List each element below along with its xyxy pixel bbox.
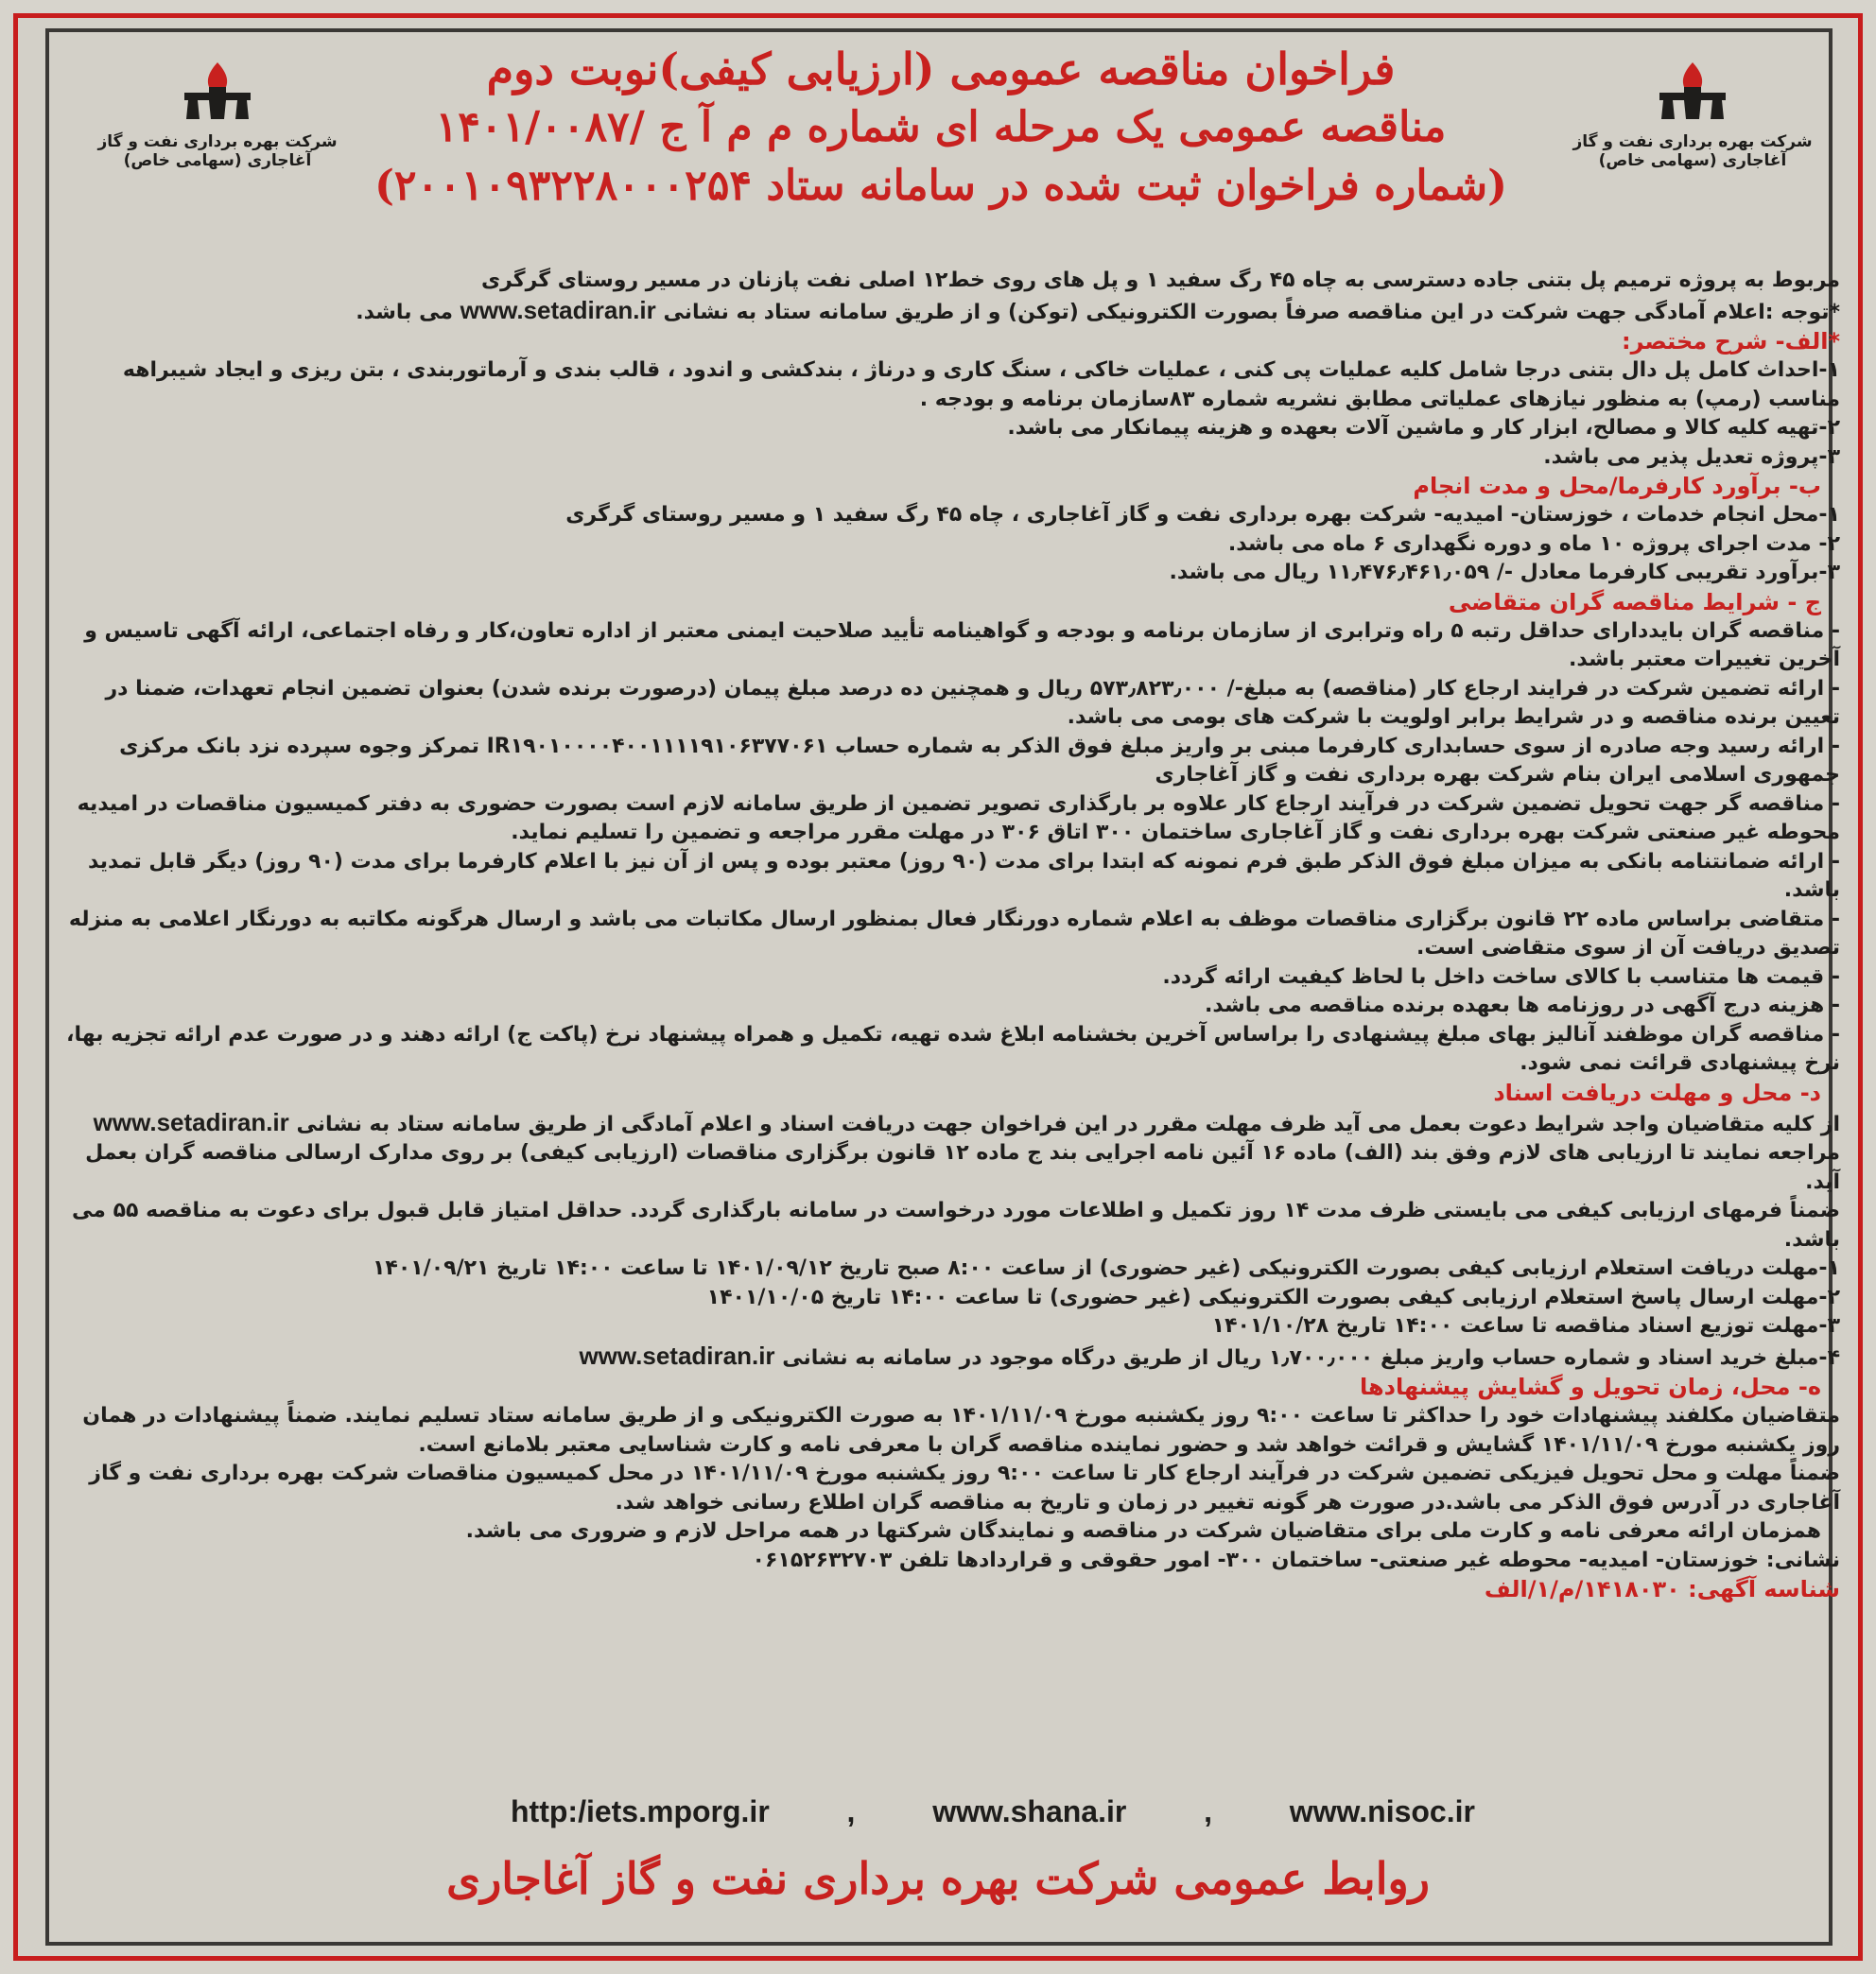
link-separator: , (1204, 1794, 1212, 1828)
registration-number: (شماره فراخوان ثبت شده در سامانه ستاد ۲۰۰۱۰۹۳۲۲۸۰۰۰۲۵۴) (374, 162, 1507, 210)
tender-number: مناقصه عمومی یک مرحله ای شماره م م آ ج /۱۴۰۱/۰۰۸۷ (435, 103, 1447, 151)
section-c-item: - ارائه رسید وجه صادره از سوی حسابداری کارفرما مبنی بر واریز مبلغ فوق الذکر به شماره حساب IR۱۹۰۱۰۰۰۰۴۰۰۱۱۱۱۹۱۰۶۳۷۷۰۶۱ تمرکز وجوه سپرده نزد بانک مرکزی جمهوری اسلامی ایران بنام شرکت بهره برداری نفت و گاز آغاجاری (119, 734, 1840, 787)
fee-text: ۴-مبلغ خرید اسناد و شماره حساب واریز مبلغ ۱٫۷۰۰٫۰۰۰ ریال از طریق درگاه موجود در سامانه به نشانی (782, 1345, 1840, 1370)
section-c-item: - ارائه ضمانتنامه بانکی به میزان مبلغ فوق الذکر طبق فرم نمونه که ابتدا برای مدت (۹۰ روز) معتبر بوده و پس از آن نیز با اعلام کارفرما برای مدت (۹۰ روز) دیگر قابل تمدید باشد. (88, 849, 1840, 902)
section-c-item: - هزینه درج آگهی در روزنامه ها بعهده برنده مناقصه می باشد. (1205, 994, 1840, 1017)
section-a-title: *الف- شرح مختصر: (1622, 328, 1840, 355)
section-b-item: ۲- مدت اجرای پروژه ۱۰ ماه و دوره نگهداری ۶ ماه می باشد. (1227, 531, 1840, 556)
section-c-item: - مناقصه گران بایددارای حداقل رتبه ۵ راه وترابری از سازمان برنامه و بودجه و گواهینامه تأیید صلاحیت ایمنی معتبر از اداره تعاون،کار و رفاه اجتماعی، ارائه آگهی تاسیس و آخرین تغییرات معتبر باشد. (84, 618, 1840, 671)
title-block (340, 40, 1541, 216)
section-e-para: ضمناً مهلت و محل تحویل فیزیکی تضمین شرکت در فرآیند ارجاع کار تا ساعت ۹:۰۰ روز یکشنبه مورخ ۱۴۰۱/۱۱/۰۹ در محل کمیسیون مناقصات شرکت بهره برداری نفت و گاز آغاجاری در آدرس فوق الذکر می باشد.در صورت هر گونه تغییر در زمان و تاریخ به مناقصه گران اطلاع رسانی خواهد شد. (89, 1462, 1840, 1515)
section-b-item: ۱-محل انجام خدمات ، خوزستان- امیدیه- شرکت بهره برداری نفت و گاز آغاجاری ، چاه ۴۵ رگ سفید ۱ و مسیر روستای گرگری (565, 503, 1840, 527)
ad-id-line: شناسه آگهی: ۱۴۱۸۰۳۰/م/۱/الف (1484, 1576, 1840, 1602)
section-e-para: متقاضیان مکلفند پیشنهادات خود را حداکثر تا ساعت ۹:۰۰ روز یکشنبه مورخ ۱۴۰۱/۱۱/۰۹ به صورت الکترونیکی و از طریق سامانه ستاد تسلیم نمایند. ضمناً پیشنهادات در همان روز یکشنبه مورخ ۱۴۰۱/۱۱/۰۹ گشایش و قرائت خواهد شد و حضور نماینده مناقصه گران با معرفی نامه و کارت شناسایی معتبر بلامانع است. (82, 1404, 1840, 1457)
notice-line (66, 296, 1840, 328)
deadline-item: ۲-مهلت ارسال پاسخ استعلام ارزیابی کیفی بصورت الکترونیکی (غیر حضوری) تا ساعت ۱۴:۰۰ تاریخ ۱۴۰۱/۱۰/۰۵ (706, 1285, 1840, 1309)
company-caption-left: شرکت بهره برداری نفت و گاز آغاجاری (سهامی خاص) (97, 132, 338, 170)
section-c-item: - مناقصه گر جهت تحویل تضمین شرکت در فرآیند ارجاع کار علاوه بر بارگذاری تصویر تضمین از طریق سامانه لازم است بصورت حضوری به دفتر کمیسیون مناقصات در امیدیه محوطه غیر صنعتی شرکت بهره برداری نفت و گاز آغاجاری ساختمان ۳۰۰ اتاق ۳۰۶ در مهلت مقرر مراجعه و تضمین را تسلیم نماید. (77, 791, 1840, 844)
oil-company-logo-icon (175, 59, 260, 125)
section-c-item: - قیمت ها متناسب با کالای ساخت داخل با لحاظ کیفیت ارائه گردد. (1162, 964, 1840, 989)
section-e-title: ه- محل، زمان تحویل و گشایش پیشنهادها (1359, 1374, 1821, 1400)
company-caption-right: شرکت بهره برداری نفت و گاز آغاجاری (سهامی خاص) (1572, 132, 1813, 170)
section-c-item: - مناقصه گران موظفند آنالیز بهای مبلغ پیشنهادی را براساس آخرین بخشنامه ابلاغ شده تهیه، تکمیل و همراه پیشنهاد نرخ (پاکت ج) ارائه دهند و در صورت عدم ارائه تجزیه بها، نرخ پیشنهادی قرائت نمی شود. (66, 1022, 1840, 1075)
footer-signature: روابط عمومی شرکت بهره برداری نفت و گاز آغاجاری (446, 1853, 1430, 1904)
section-d-text: از کلیه متقاضیان واجد شرایط دعوت بعمل می آید ظرف مهلت مقرر در این فراخوان جهت دریافت اسناد و اعلام آمادگی از طریق سامانه ستاد به نشانی (296, 1112, 1840, 1136)
company-logo-left (85, 59, 350, 170)
setad-link[interactable]: www.setadiran.ir (460, 295, 656, 324)
deadline-item: ۱-مهلت دریافت استعلام ارزیابی کیفی بصورت الکترونیکی (غیر حضوری) از ساعت ۸:۰۰ صبح تاریخ ۱۴۰۱/۰۹/۱۲ تا ساعت ۱۴:۰۰ تاریخ ۱۴۰۱/۰۹/۲۱ (372, 1256, 1840, 1280)
section-d-para: ضمناً فرمهای ارزیابی کیفی می بایستی ظرف مدت ۱۴ روز تکمیل و اطلاعات مورد درخواست در سامانه بارگذاری گردد. حداقل امتیاز قابل قبول برای دعوت به مناقصه ۵۵ می باشد. (72, 1199, 1840, 1252)
link-nisoc[interactable]: www.nisoc.ir (1289, 1794, 1475, 1828)
section-b-item: ۳-برآورد تقریبی کارفرما معادل -/ ۱۱٫۴۷۶٫۴۶۱٫۰۵۹ ریال می باشد. (1169, 561, 1840, 584)
section-d-para (66, 1108, 1840, 1198)
section-c-item: - ارائه تضمین شرکت در فرایند ارجاع کار (مناقصه) به مبلغ-/ ۵۷۳٫۸۲۳٫۰۰۰ ریال و همچنین ده درصد مبلغ پیمان (درصورت برنده شدن) بعنوان تضمین انجام تعهدات، ضمنا در تعیین برنده مناقصه و در شرایط برابر اولویت با شرکت های بومی می باشد. (105, 676, 1840, 729)
section-a-item: ۱-احداث کامل پل دال بتنی درجا شامل کلیه عملیات پی کنی ، عملیات خاکی ، سنگ کاری و درناژ ، بندکشی و اندود ، قالب بندی و آرماتوربندی ، بتن ریزی و ایجاد شیبراهه مناسب (رمپ) به منظور نیازهای عملیاتی مطابق نشریه شماره ۸۳سازمان برنامه و بودجه . (122, 358, 1840, 411)
setad-link[interactable]: www.setadiran.ir (93, 1107, 289, 1136)
section-d-title: د- محل و مهلت دریافت اسناد (1493, 1079, 1821, 1106)
notice-tail: می باشد. (356, 300, 453, 324)
oil-company-logo-icon (1650, 59, 1735, 125)
notice-text: *توجه :اعلام آمادگی جهت شرکت در این مناقصه صرفاً بصورت الکترونیکی (توکن) و از طریق سامانه ستاد به نشانی (663, 300, 1840, 324)
deadline-item: ۳-مهلت توزیع اسناد مناقصه تا ساعت ۱۴:۰۰ تاریخ ۱۴۰۱/۱۰/۲۸ (1211, 1314, 1840, 1338)
deadline-item (66, 1342, 1840, 1374)
link-separator: , (846, 1794, 856, 1828)
link-mporg[interactable]: http:/iets.mporg.ir (511, 1794, 770, 1828)
website-links (511, 1794, 1475, 1829)
section-b-title: ب- برآورد کارفرما/محل و مدت انجام (1413, 473, 1821, 499)
section-c-item: - متقاضی براساس ماده ۲۲ قانون برگزاری مناقصات موظف به اعلام شماره دورنگار فعال بمنظور ارسال مکاتبات می باشد و ارسال هرگونه مکاتبه به دورنگار اعلامی به منزله تصدیق دریافت آن از سوی متقاضی است. (68, 907, 1840, 960)
notice-body (66, 267, 1840, 1604)
section-a-item: ۲-تهیه کلیه کالا و مصالح، ابزار کار و ماشین آلات بعهده و هزینه پیمانکار می باشد. (1007, 416, 1840, 440)
page-title: فراخوان مناقصه عمومی (ارزیابی کیفی)نوبت دوم (486, 43, 1396, 95)
section-d-text-tail: مراجعه نمایند تا ارزیابی های لازم وفق بند (الف) ماده ۱۶ آئین نامه اجرایی بند ج ماده ۱۲ قانون برگزاری مناقصات (ارزیابی کیفی) بر روی مدارک ارسالی مناقصه گران بعمل آید. (85, 1141, 1840, 1194)
company-logo-right (1560, 59, 1825, 170)
link-shana[interactable]: www.shana.ir (932, 1794, 1127, 1828)
subject-line: مربوط به پروژه ترمیم پل بتنی جاده دسترسی به چاه ۴۵ رگ سفید ۱ و پل های روی خط۱۲ اصلی نفت پازنان در مسیر روستای گرگری (480, 268, 1840, 292)
address-line: نشانی: خوزستان- امیدیه- محوطه غیر صنعتی- ساختمان ۳۰۰- امور حقوقی و قراردادها تلفن ۰۶۱۵۲۶۳۲۷۰۳ (752, 1548, 1840, 1572)
section-a-item: ۳-پروژه تعدیل پذیر می باشد. (1543, 444, 1840, 469)
section-c-title: ج - شرایط مناقصه گران متقاضی (1448, 588, 1821, 615)
setad-link[interactable]: www.setadiran.ir (579, 1341, 775, 1370)
header (57, 40, 1825, 257)
section-e-para: همزمان ارائه معرفی نامه و کارت ملی برای متقاضیان شرکت در مناقصه و نمایندگان شرکتها در همه مراحل لازم و ضروری می باشد. (465, 1519, 1821, 1543)
